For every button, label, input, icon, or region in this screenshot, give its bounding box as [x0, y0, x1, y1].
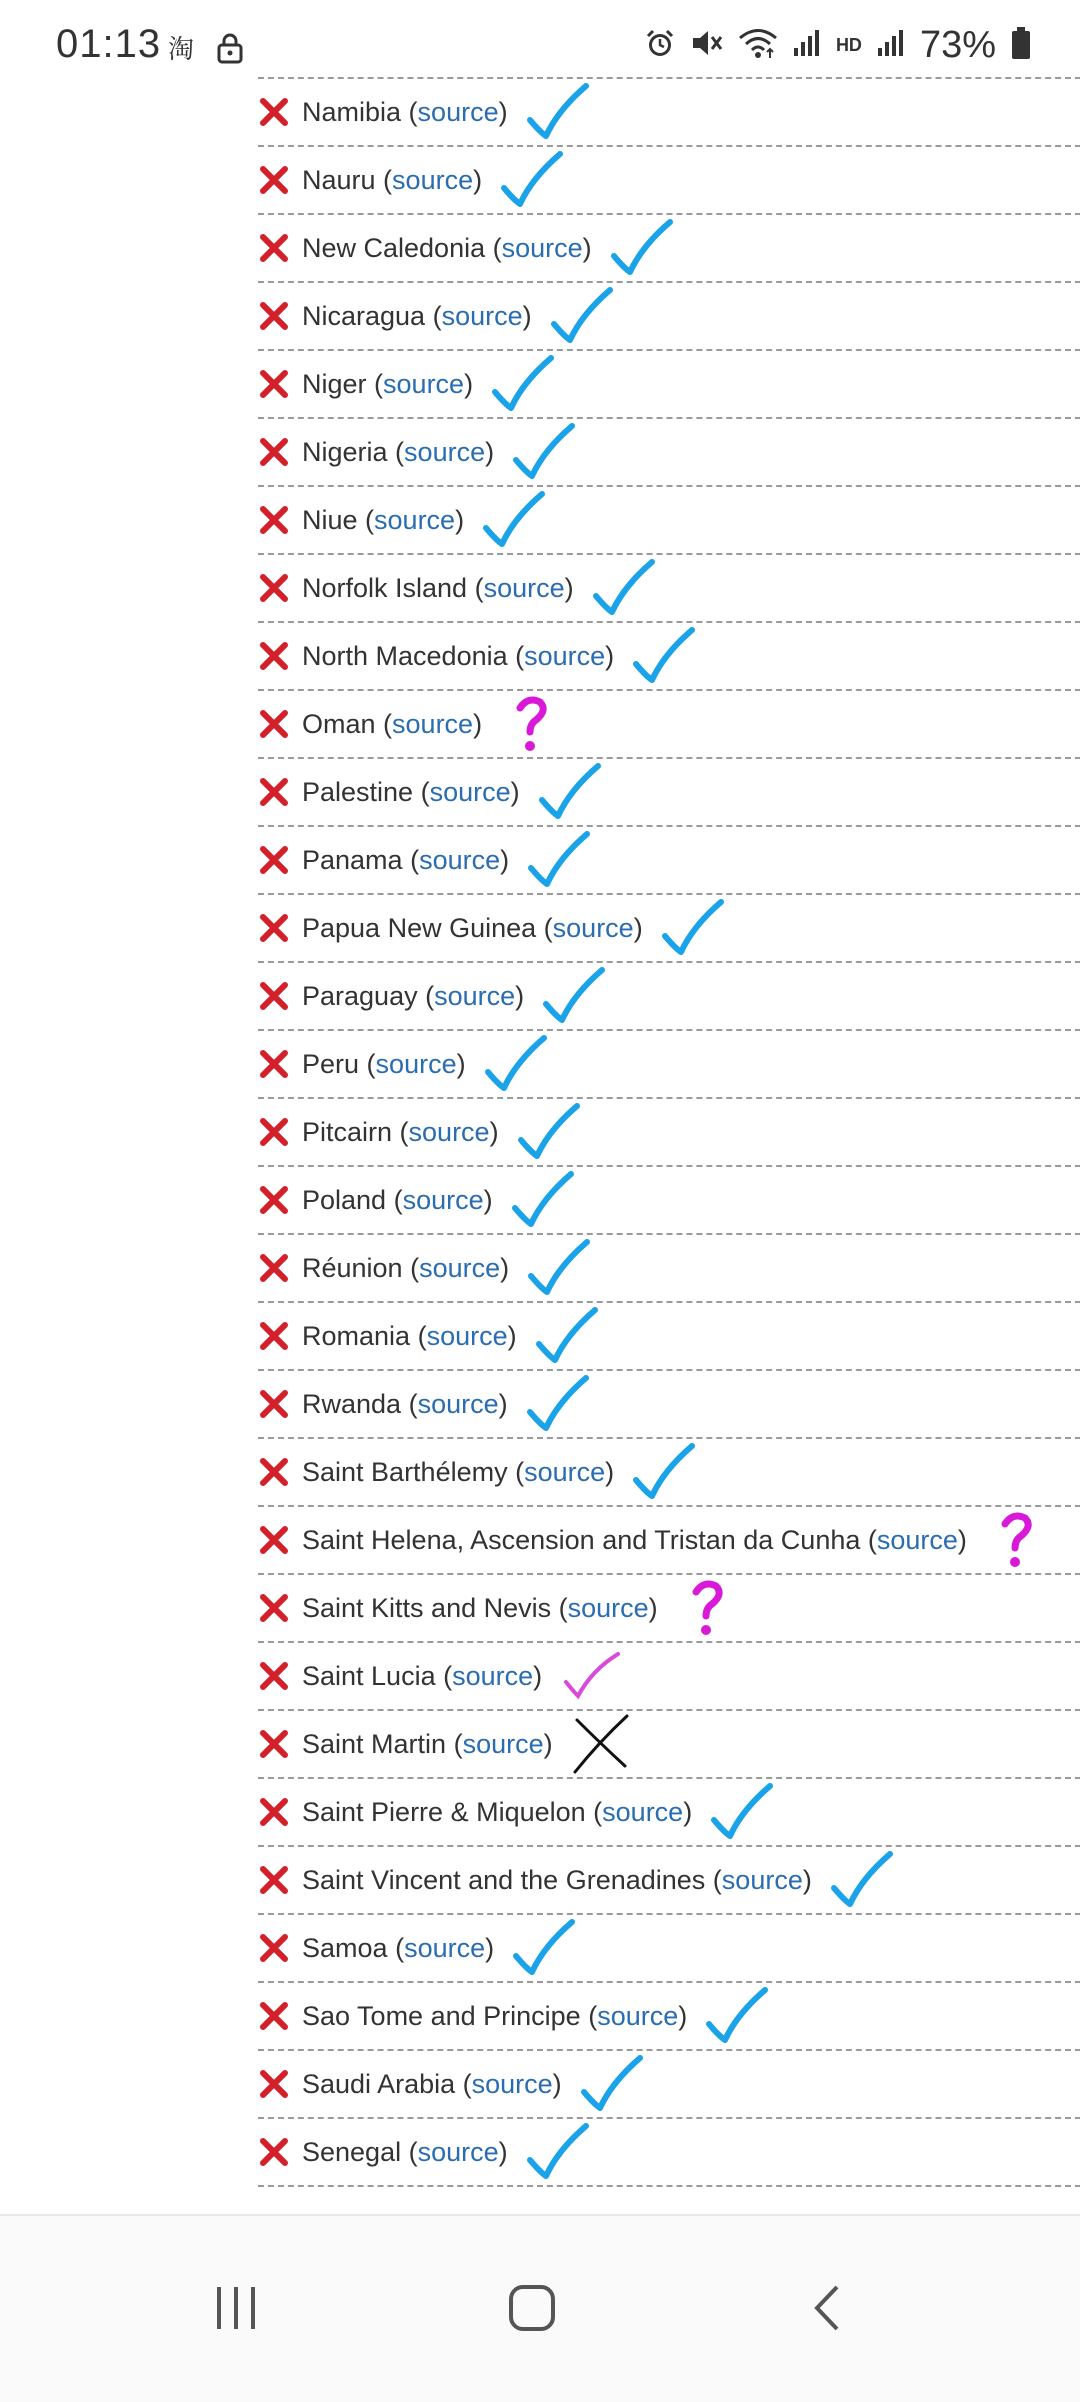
checkmark-icon — [515, 1100, 585, 1164]
wifi-icon — [738, 27, 778, 64]
battery-icon — [1010, 26, 1032, 65]
list-item — [258, 1915, 1080, 1983]
paren: ( — [580, 2000, 598, 2031]
list-item — [258, 1439, 1080, 1507]
paren: ( — [485, 232, 502, 263]
alarm-icon — [644, 27, 676, 64]
country-name: Palestine — [302, 776, 414, 807]
checkmark-icon — [536, 760, 606, 824]
paren: ( — [359, 1048, 376, 1079]
paren: ( — [402, 844, 420, 875]
checkmark-icon — [708, 1780, 778, 1844]
paren: ) — [510, 776, 520, 807]
checkmark-icon — [489, 352, 559, 416]
checkmark-icon — [533, 1304, 603, 1368]
red-cross-icon — [258, 1592, 290, 1624]
checkmark-icon — [480, 488, 550, 552]
country-name: Saudi Arabia — [302, 2068, 456, 2099]
list-item — [258, 2119, 1080, 2187]
list-item — [258, 147, 1080, 215]
paren: ( — [375, 164, 393, 195]
country-name: Sao Tome and Principe — [302, 2000, 581, 2031]
paren: ) — [485, 436, 495, 467]
source-link[interactable]: source — [483, 572, 565, 603]
paren: ) — [957, 1524, 967, 1555]
list-item — [258, 1303, 1080, 1371]
country-name: Saint Kitts and Nevis — [302, 1592, 552, 1623]
paren: ) — [500, 1252, 510, 1283]
paren: ) — [498, 2136, 508, 2167]
list-item — [258, 215, 1080, 283]
red-cross-icon — [258, 708, 290, 740]
country-name: Réunion — [302, 1252, 403, 1283]
country-name: Niger — [302, 368, 367, 399]
red-cross-icon — [258, 1524, 290, 1556]
checkmark-icon — [524, 80, 594, 144]
paren: ( — [387, 1932, 405, 1963]
list-item-label — [302, 2069, 562, 2100]
list-item — [258, 1031, 1080, 1099]
list-item-label — [302, 437, 494, 468]
paren: ) — [605, 640, 615, 671]
checkmark-icon — [510, 1916, 580, 1980]
list-item-label — [302, 505, 464, 536]
list-item — [258, 487, 1080, 555]
paren: ( — [413, 776, 430, 807]
paren: ) — [678, 2000, 688, 2031]
status-left-icons — [168, 32, 244, 69]
list-item — [258, 1371, 1080, 1439]
list-item — [258, 1983, 1080, 2051]
list-item-label — [302, 845, 509, 876]
source-link[interactable]: source — [374, 504, 456, 535]
checkmark-icon — [828, 1848, 898, 1912]
paren: ) — [683, 1796, 693, 1827]
checkmark-icon — [510, 420, 580, 484]
list-item-label — [302, 97, 508, 128]
source-link[interactable]: source — [392, 164, 474, 195]
list-item-label — [302, 1661, 542, 1692]
lock-icon — [216, 32, 244, 69]
source-link[interactable]: source — [524, 640, 606, 671]
mute-icon — [690, 27, 724, 64]
status-time: 01:13 — [56, 22, 162, 66]
source-link[interactable]: source — [375, 1048, 457, 1079]
paren: ( — [536, 912, 553, 943]
checkmark-icon — [525, 1236, 595, 1300]
paren: ( — [507, 640, 525, 671]
country-name: Rwanda — [302, 1388, 402, 1419]
list-item-label — [302, 981, 524, 1012]
source-link[interactable]: source — [408, 1116, 490, 1147]
list-item — [258, 419, 1080, 487]
red-cross-icon — [258, 1456, 290, 1488]
list-item — [258, 1507, 1080, 1575]
red-cross-icon — [258, 844, 290, 876]
list-item — [258, 351, 1080, 419]
checkmark-icon — [703, 1984, 773, 2048]
source-link[interactable]: source — [434, 980, 516, 1011]
source-link[interactable]: source — [721, 1864, 803, 1895]
country-name: Nigeria — [302, 436, 388, 467]
signal-icon — [792, 28, 822, 63]
red-cross-icon — [258, 96, 290, 128]
checkmark-icon — [524, 2120, 594, 2184]
checkmark-icon — [630, 1440, 700, 1504]
checkmark-icon — [548, 284, 618, 348]
paren: ( — [401, 1388, 418, 1419]
country-name: Paraguay — [302, 980, 418, 1011]
checkmark-icon — [608, 216, 678, 280]
country-name: Oman — [302, 708, 376, 739]
paren: ) — [515, 980, 525, 1011]
source-link[interactable]: source — [402, 1184, 484, 1215]
source-link[interactable]: source — [419, 844, 501, 875]
question-mark-icon — [498, 692, 568, 756]
list-item — [258, 691, 1080, 759]
paren: ( — [551, 1592, 568, 1623]
list-item — [258, 555, 1080, 623]
red-cross-icon — [258, 1320, 290, 1352]
country-name: Namibia — [302, 96, 402, 127]
list-item-label — [302, 1253, 509, 1284]
source-link[interactable]: source — [471, 2068, 553, 2099]
source-link[interactable]: source — [417, 2136, 499, 2167]
list-item-label — [302, 913, 643, 944]
list-item-label — [302, 573, 574, 604]
country-name: Pitcairn — [302, 1116, 393, 1147]
country-name: Poland — [302, 1184, 387, 1215]
checkmark-icon — [590, 556, 660, 620]
checkmark-icon — [659, 896, 729, 960]
paren: ( — [375, 708, 393, 739]
paren: ) — [633, 912, 643, 943]
list-item-label — [302, 1729, 553, 1760]
country-name: Peru — [302, 1048, 360, 1079]
paren: ) — [456, 1048, 466, 1079]
list-item-label — [302, 2137, 508, 2168]
battery-percent: 73% — [919, 24, 996, 66]
source-link[interactable]: source — [429, 776, 511, 807]
paren: ) — [483, 1184, 493, 1215]
source-link[interactable]: source — [404, 436, 486, 467]
list-item — [258, 759, 1080, 827]
paren: ( — [386, 1184, 403, 1215]
list-item — [258, 1711, 1080, 1779]
list-item-label — [302, 1117, 499, 1148]
paren: ( — [401, 96, 418, 127]
paren: ( — [366, 368, 384, 399]
list-item — [258, 1575, 1080, 1643]
red-cross-icon — [258, 1864, 290, 1896]
red-cross-icon — [258, 572, 290, 604]
list-item-label — [302, 777, 520, 808]
hd-label: HD — [835, 35, 862, 55]
source-link[interactable]: source — [426, 1320, 508, 1351]
country-name: Saint Helena, Ascension and Tristan da Cunha — [302, 1524, 861, 1555]
source-link[interactable]: source — [441, 300, 523, 331]
paren: ( — [860, 1524, 877, 1555]
paren: ) — [543, 1728, 553, 1759]
red-cross-icon — [258, 1184, 290, 1216]
red-cross-icon — [258, 368, 290, 400]
paren: ) — [802, 1864, 812, 1895]
list-item-label — [302, 1049, 466, 1080]
red-cross-icon — [258, 164, 290, 196]
list-item — [258, 1779, 1080, 1847]
checkmark-icon — [525, 828, 595, 892]
paren: ) — [473, 164, 483, 195]
list-item-label — [302, 369, 473, 400]
paren: ( — [435, 1660, 453, 1691]
red-cross-icon — [258, 640, 290, 672]
list-item-label — [302, 233, 592, 264]
red-cross-icon — [258, 980, 290, 1012]
paren: ( — [357, 504, 375, 535]
paren: ) — [605, 1456, 615, 1487]
paren: ( — [446, 1728, 463, 1759]
list-item-label — [302, 1185, 493, 1216]
svg-text:淘: 淘 — [168, 35, 195, 63]
paren: ( — [467, 572, 484, 603]
paren: ) — [552, 2068, 562, 2099]
paren: ) — [507, 1320, 517, 1351]
country-name: Saint Martin — [302, 1728, 447, 1759]
source-link[interactable]: source — [567, 1592, 649, 1623]
country-name: Saint Lucia — [302, 1660, 436, 1691]
list-item — [258, 283, 1080, 351]
paren: ) — [464, 368, 474, 399]
list-item — [258, 1167, 1080, 1235]
red-cross-icon — [258, 1796, 290, 1828]
red-cross-icon — [258, 300, 290, 332]
paren: ( — [392, 1116, 409, 1147]
navigation-bar — [0, 2214, 1080, 2402]
paren: ) — [485, 1932, 495, 1963]
red-cross-icon — [258, 1116, 290, 1148]
paren: ) — [500, 844, 510, 875]
source-link[interactable]: source — [419, 1252, 501, 1283]
list-item — [258, 1235, 1080, 1303]
list-item-label — [302, 709, 482, 740]
red-cross-icon — [258, 436, 290, 468]
list-item-label — [302, 1525, 967, 1556]
source-link[interactable]: source — [876, 1524, 958, 1555]
country-name: Panama — [302, 844, 403, 875]
list-item-label — [302, 1593, 658, 1624]
red-cross-icon — [258, 1388, 290, 1420]
paren: ) — [498, 1388, 508, 1419]
paren: ( — [417, 980, 435, 1011]
paren: ( — [425, 300, 442, 331]
paren: ) — [455, 504, 465, 535]
country-name: Norfolk Island — [302, 572, 468, 603]
country-name: Nauru — [302, 164, 376, 195]
list-item — [258, 77, 1080, 147]
home-icon — [507, 2283, 557, 2333]
home-button[interactable] — [484, 2268, 580, 2348]
paren: ) — [582, 232, 592, 263]
source-link[interactable]: source — [383, 368, 465, 399]
list-item — [258, 2051, 1080, 2119]
list-item — [258, 1847, 1080, 1915]
list-item — [258, 963, 1080, 1031]
red-cross-icon — [258, 1660, 290, 1692]
list-item-label — [302, 165, 482, 196]
checkmark-icon — [558, 1644, 628, 1708]
list-item-label — [302, 1389, 508, 1420]
red-cross-icon — [258, 1932, 290, 1964]
country-list — [258, 77, 1080, 2187]
source-link[interactable]: source — [452, 1660, 534, 1691]
country-name: Samoa — [302, 1932, 388, 1963]
paren: ) — [489, 1116, 499, 1147]
red-cross-icon — [258, 232, 290, 264]
list-item-label — [302, 1933, 494, 1964]
source-link[interactable]: source — [404, 1932, 486, 1963]
list-item-label — [302, 2001, 687, 2032]
checkmark-icon — [498, 148, 568, 212]
list-item-label — [302, 641, 614, 672]
list-item — [258, 1643, 1080, 1711]
paren: ( — [387, 436, 405, 467]
paren: ( — [585, 1796, 603, 1827]
country-name: North Macedonia — [302, 640, 508, 671]
source-link[interactable]: source — [462, 1728, 544, 1759]
red-cross-icon — [258, 504, 290, 536]
country-name: Saint Pierre & Miquelon — [302, 1796, 586, 1827]
list-item-label — [302, 301, 532, 332]
country-name: Saint Vincent and the Grenadines — [302, 1864, 706, 1895]
checkmark-icon — [524, 1372, 594, 1436]
red-cross-icon — [258, 776, 290, 808]
red-cross-icon — [258, 2000, 290, 2032]
red-cross-icon — [258, 2136, 290, 2168]
source-link[interactable]: source — [501, 232, 583, 263]
country-name: Romania — [302, 1320, 411, 1351]
checkmark-icon — [540, 964, 610, 1028]
list-item-label — [302, 1457, 614, 1488]
back-button[interactable] — [780, 2268, 876, 2348]
paren: ( — [507, 1456, 525, 1487]
paren: ( — [705, 1864, 722, 1895]
paren: ) — [498, 96, 508, 127]
question-mark-icon — [983, 1508, 1053, 1572]
paren: ( — [455, 2068, 472, 2099]
paren: ( — [402, 1252, 420, 1283]
source-link[interactable]: source — [552, 912, 634, 943]
checkmark-icon — [578, 2052, 648, 2116]
country-name: Papua New Guinea — [302, 912, 537, 943]
recent-apps-icon — [211, 2283, 261, 2333]
source-link[interactable]: source — [392, 708, 474, 739]
red-cross-icon — [258, 1728, 290, 1760]
back-icon — [803, 2283, 853, 2333]
list-item-label — [302, 1865, 812, 1896]
country-name: Saint Barthélemy — [302, 1456, 508, 1487]
source-link[interactable]: source — [602, 1796, 684, 1827]
taobao-icon — [168, 33, 198, 68]
signal-icon — [876, 28, 906, 63]
paren: ) — [533, 1660, 543, 1691]
red-cross-icon — [258, 912, 290, 944]
source-link[interactable]: source — [417, 1388, 499, 1419]
status-right-icons — [644, 24, 1032, 67]
red-cross-icon — [258, 1252, 290, 1284]
paren: ( — [401, 2136, 418, 2167]
list-item-label — [302, 1321, 517, 1352]
paren: ( — [410, 1320, 427, 1351]
list-item — [258, 895, 1080, 963]
checkmark-icon — [509, 1168, 579, 1232]
source-link[interactable]: source — [417, 96, 499, 127]
list-item — [258, 1099, 1080, 1167]
red-cross-icon — [258, 2068, 290, 2100]
paren: ) — [522, 300, 532, 331]
question-mark-icon — [674, 1576, 744, 1640]
source-link[interactable]: source — [597, 2000, 679, 2031]
recent-apps-button[interactable] — [188, 2268, 284, 2348]
country-name: Senegal — [302, 2136, 402, 2167]
list-item — [258, 623, 1080, 691]
cross-mark-icon — [569, 1712, 639, 1776]
list-item-label — [302, 1797, 692, 1828]
source-link[interactable]: source — [524, 1456, 606, 1487]
paren: ) — [648, 1592, 658, 1623]
list-item — [258, 827, 1080, 895]
paren: ) — [473, 708, 483, 739]
red-cross-icon — [258, 1048, 290, 1080]
country-name: New Caledonia — [302, 232, 486, 263]
country-name: Nicaragua — [302, 300, 426, 331]
country-name: Niue — [302, 504, 358, 535]
checkmark-icon — [482, 1032, 552, 1096]
checkmark-icon — [630, 624, 700, 688]
paren: ) — [564, 572, 574, 603]
